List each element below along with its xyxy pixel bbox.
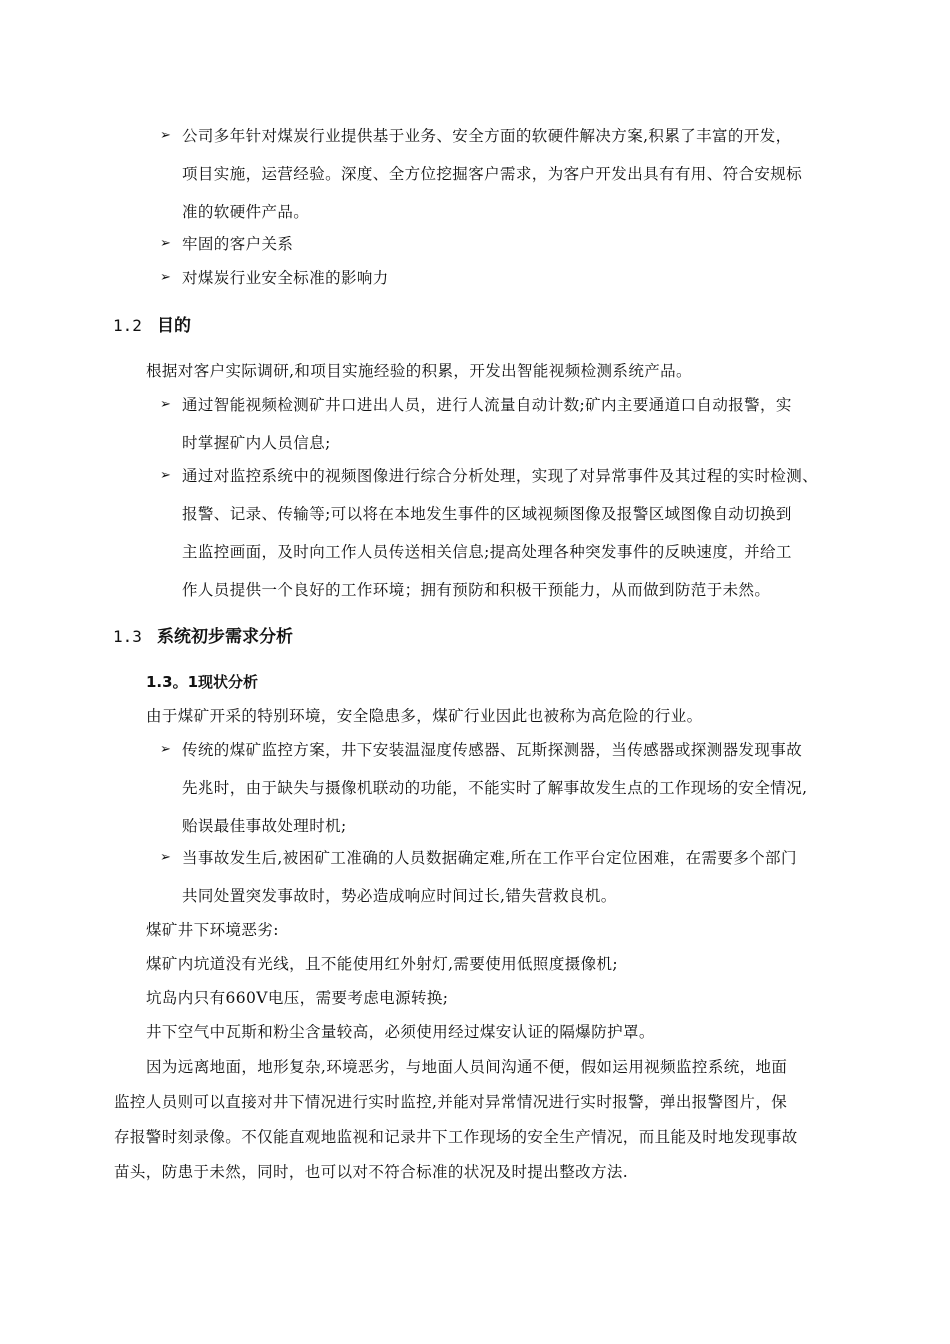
paragraph: 煤矿井下环境恶劣: (146, 921, 279, 939)
env-item: 煤矿内坑道没有光线，且不能使用红外射灯,需要使用低照度摄像机; (146, 955, 619, 973)
bullet-line: 贻误最佳事故处理时机; (182, 817, 347, 835)
bullet-line: 通过智能视频检测矿井口进出人员，进行人流量自动计数;矿内主要通道口自动报警，实 (182, 396, 792, 414)
paragraph-line: 苗头，防患于未然，同时，也可以对不符合标准的状况及时提出整改方法. (114, 1163, 629, 1181)
bullet-arrow-icon: ➢ (160, 128, 171, 143)
section-heading (113, 626, 293, 648)
bullet-line: 对煤炭行业安全标准的影响力 (182, 269, 389, 287)
subsection-heading: 1.3。1现状分析 (146, 673, 259, 691)
bullet-arrow-icon: ➢ (160, 850, 171, 865)
paragraph-line: 存报警时刻录像。不仅能直观地监视和记录井下工作现场的安全生产情况，而且能及时地发现事故 (114, 1128, 798, 1146)
paragraph: 由于煤矿开采的特别环境，安全隐患多，煤矿行业因此也被称为高危险的行业。 (146, 707, 703, 725)
bullet-arrow-icon: ➢ (160, 397, 171, 412)
paragraph: 根据对客户实际调研,和项目实施经验的积累，开发出智能视频检测系统产品。 (146, 362, 692, 380)
bullet-arrow-icon: ➢ (160, 742, 171, 757)
section-title: 目的 (157, 316, 191, 336)
paragraph-line: 监控人员则可以直接对井下情况进行实时监控,并能对异常情况进行实时报警，弹出报警图片，保 (114, 1093, 788, 1111)
section-heading (113, 315, 191, 337)
bullet-line: 主监控画面，及时向工作人员传送相关信息;提高处理各种突发事件的反映速度，并给工 (182, 543, 792, 561)
section-title: 系统初步需求分析 (157, 627, 293, 647)
bullet-line: 公司多年针对煤炭行业提供基于业务、安全方面的软硬件解决方案,积累了丰富的开发， (182, 127, 792, 145)
section-number: 1.3 (113, 627, 142, 646)
bullet-line: 项目实施，运营经验。深度、全方位挖掘客户需求，为客户开发出具有有用、符合安规标 (182, 165, 803, 183)
bullet-arrow-icon: ➢ (160, 270, 171, 285)
bullet-arrow-icon: ➢ (160, 236, 171, 251)
bullet-line: 牢固的客户关系 (182, 235, 294, 253)
bullet-line: 先兆时，由于缺失与摄像机联动的功能，不能实时了解事故发生点的工作现场的安全情况, (182, 779, 808, 797)
bullet-line: 通过对监控系统中的视频图像进行综合分析处理，实现了对异常事件及其过程的实时检测、 (182, 467, 819, 485)
section-number: 1.2 (113, 316, 142, 335)
bullet-arrow-icon: ➢ (160, 468, 171, 483)
bullet-line: 作人员提供一个良好的工作环境；拥有预防和积极干预能力，从而做到防范于未然。 (182, 581, 771, 599)
bullet-line: 当事故发生后,被困矿工准确的人员数据确定难,所在工作平台定位困难，在需要多个部门 (182, 849, 797, 867)
paragraph-line: 因为远离地面，地形复杂,环境恶劣，与地面人员间沟通不便，假如运用视频监控系统，地面 (146, 1058, 788, 1076)
bullet-line: 传统的煤矿监控方案，井下安装温湿度传感器、瓦斯探测器，当传感器或探测器发现事故 (182, 741, 803, 759)
env-item: 井下空气中瓦斯和粉尘含量较高，必须使用经过煤安认证的隔爆防护罩。 (146, 1023, 655, 1041)
bullet-line: 准的软硬件产品。 (182, 203, 310, 221)
bullet-line: 共同处置突发事故时，势必造成响应时间过长,错失营救良机。 (182, 887, 617, 905)
env-item: 坑岛内只有660V电压，需要考虑电源转换; (146, 989, 449, 1007)
bullet-line: 报警、记录、传输等;可以将在本地发生事件的区域视频图像及报警区域图像自动切换到 (182, 505, 792, 523)
bullet-line: 时掌握矿内人员信息; (182, 434, 331, 452)
